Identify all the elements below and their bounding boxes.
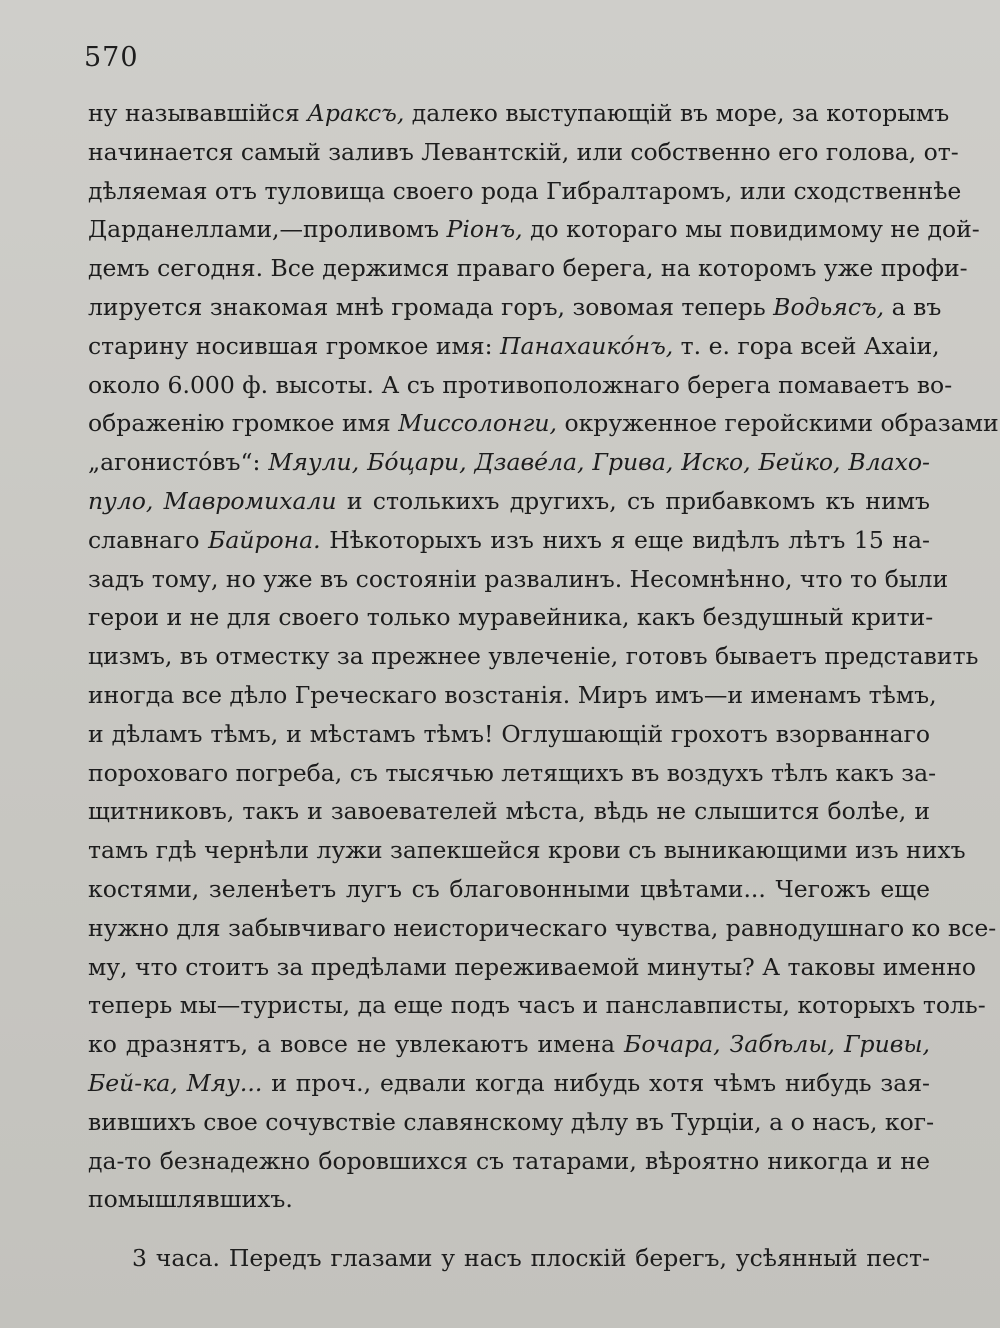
text-line: демъ сегодня. Все держимся праваго берега, на которомъ уже профи- — [88, 254, 968, 283]
text-line: тамъ гдѣ чернѣли лужи запекшейся крови съ выникающими изъ нихъ — [88, 836, 966, 865]
text-line: му, что стоитъ за предѣлами переживаемой минуты? А таковы именно — [88, 952, 977, 981]
text-line: Дарданеллами,—проливомъ Ріонъ, до котораго мы повидимому не дой- — [88, 215, 980, 244]
text-line: около 6.000 ф. высоты. А съ противоположнаго берега помаваетъ во- — [88, 370, 953, 399]
text-line: помышлявшихъ. — [88, 1185, 293, 1214]
text-line: да-то безнадежно боровшихся съ татарами, вѣроятно никогда и не — [88, 1146, 930, 1175]
paragraph-gap — [88, 1219, 930, 1239]
text-line: и дѣламъ тѣмъ, и мѣстамъ тѣмъ! Оглушающій грохотъ взорваннаго — [88, 719, 930, 748]
paragraph-1 — [88, 94, 999, 1219]
text-line: нужно для забывчиваго неисторическаго чувства, равнодушнаго ко все- — [88, 913, 997, 942]
text-line: иногда все дѣло Греческаго возстанія. Миръ имъ—и именамъ тѣмъ, — [88, 680, 937, 709]
text-line: теперь мы—туристы, да еще подъ часъ и панславписты, которыхъ толь- — [88, 991, 986, 1020]
text-line: костями, зеленѣетъ лугъ съ благовонными цвѣтами... Чегожъ еще — [88, 874, 930, 903]
text-line: вившихъ свое сочувствіе славянскому дѣлу въ Турціи, а о насъ, ког- — [88, 1107, 935, 1136]
text-line: „агонистóвъ“: Мяули, Бóцари, Дзавéла, Грива, Иско, Бейко, Влахо- — [88, 448, 930, 477]
body-text — [88, 94, 999, 1278]
text-line: щитниковъ, такъ и завоевателей мѣста, вѣдь не слышится болѣе, и — [88, 797, 930, 826]
text-line: 3 часа. Передъ глазами у насъ плоскій берегъ, усѣянный пест- — [132, 1244, 930, 1273]
text-line: герои и не для своего только муравейника, какъ бездушный крити- — [88, 603, 934, 632]
text-line: Бей-ка, Мяу... и проч., едвали когда нибудь хотя чѣмъ нибудь зая- — [88, 1068, 931, 1097]
text-line: ну называвшійся Араксъ, далеко выступающій въ море, за которымъ — [88, 99, 950, 127]
text-line: задъ тому, но уже въ состояніи развалинъ. Несомнѣнно, что то были — [88, 564, 949, 593]
text-line: лируется знакомая мнѣ громада горъ, зовомая теперь Водьясъ, а въ — [88, 292, 942, 321]
paragraph-2 — [88, 1239, 930, 1278]
text-line: пуло, Мавромихали и столькихъ другихъ, съ прибавкомъ къ нимъ — [88, 486, 930, 515]
page-number: 570 — [84, 42, 139, 73]
text-line: ко дразнятъ, а вовсе не увлекаютъ имена Бочара, Забѣлы, Гривы, — [88, 1030, 930, 1059]
text-line: ображенію громкое имя Миссолонги, окруженное геройскими образами — [88, 409, 999, 438]
text-line: дѣляемая отъ туловища своего рода Гибралтаромъ, или сходственнѣе — [88, 176, 962, 205]
text-line: пороховаго погреба, съ тысячью летящихъ въ воздухъ тѣлъ какъ за- — [88, 758, 937, 787]
text-line: старину носившая громкое имя: Панахаикóнъ, т. е. гора всей Ахаіи, — [88, 331, 940, 360]
text-line: славнаго Байрона. Нѣкоторыхъ изъ нихъ я еще видѣлъ лѣтъ 15 на- — [88, 525, 930, 554]
text-line: начинается самый заливъ Левантскій, или собственно его голова, от- — [88, 137, 959, 166]
text-line: цизмъ, въ отместку за прежнее увлеченіе, готовъ бываетъ представить — [88, 642, 979, 671]
